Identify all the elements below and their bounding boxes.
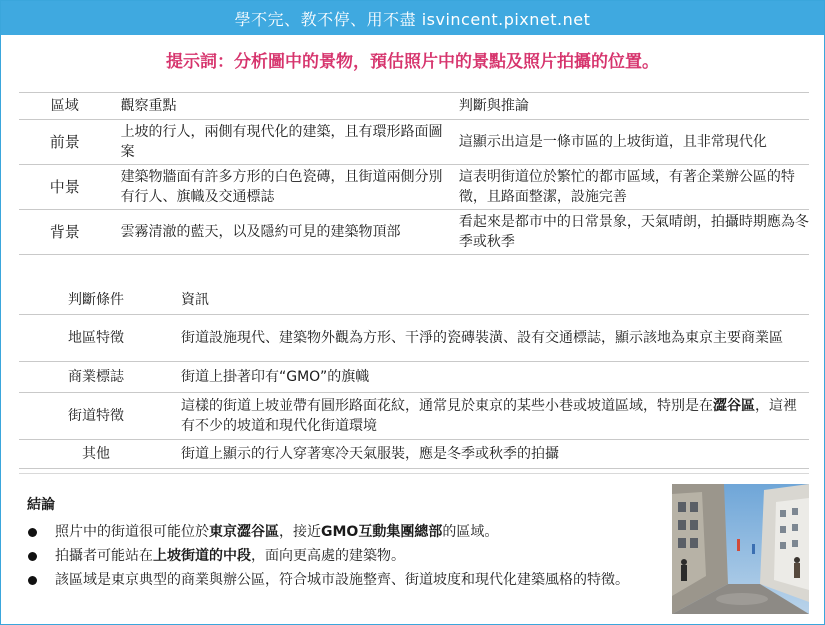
- area-cell: 前景: [49, 133, 80, 151]
- table-row: [19, 362, 809, 393]
- bullet-icon: [28, 576, 37, 585]
- conclusion-section: [27, 495, 667, 594]
- condition-cell: 商業標誌: [68, 369, 124, 385]
- condition-cell: 其他: [82, 446, 110, 462]
- bullet-icon: [28, 528, 37, 537]
- inference-cell: 看起來是都市中的日常景象，天氣晴朗，拍攝時期應為冬季或秋季: [458, 214, 809, 250]
- info-cell: 街道上顯示的行人穿著寒冷天氣服裝，應是冬季或秋季的拍攝: [181, 446, 559, 462]
- conclusion-title: 結論: [27, 497, 55, 513]
- header-area: 區域: [50, 98, 79, 114]
- table-row: [19, 120, 809, 165]
- table-row: [19, 210, 809, 255]
- criteria-table: [19, 286, 809, 469]
- item-text: 該區域是東京典型的商業與辦公區，符合城市設施整齊、街道坡度和現代化建築風格的特徵。: [55, 572, 629, 588]
- item-highlight: GMO互動集團總部: [321, 524, 443, 540]
- item-text: 拍攝者可能站在: [55, 548, 153, 564]
- list-item: [27, 570, 667, 591]
- bullet-icon: [28, 552, 37, 561]
- info-cell: 街道上掛著印有“GMO”的旗幟: [181, 369, 370, 385]
- inference-cell: 這表明街道位於繁忙的都市區域，有著企業辦公區的特徵，且路面整潔，設施完善: [458, 169, 795, 205]
- header-observation: 觀察重點: [120, 98, 177, 114]
- section-divider: [19, 473, 809, 474]
- observation-cell: 上坡的行人，兩側有現代化的建築，且有環形路面圖案: [120, 124, 443, 160]
- list-item: [27, 522, 667, 543]
- observation-cell: 建築物牆面有許多方形的白色瓷磚，且街道兩側分別有行人、旗幟及交通標誌: [120, 169, 443, 205]
- list-item: [27, 546, 667, 567]
- info-highlight: 澀谷區: [713, 398, 755, 414]
- table-header-row: [19, 93, 809, 120]
- table-row: [19, 315, 809, 362]
- condition-cell: 街道特徵: [68, 408, 124, 424]
- table-row: [19, 440, 809, 469]
- area-cell: 中景: [49, 178, 80, 196]
- table-row: [19, 393, 809, 440]
- item-text: ，面向更高處的建築物。: [251, 548, 405, 564]
- inference-cell: 這顯示出這是一條市區的上坡街道，且非常現代化: [458, 134, 767, 150]
- item-highlight: 東京澀谷區: [209, 524, 279, 540]
- condition-cell: 地區特徵: [68, 330, 124, 346]
- info-text: ，這裡有不少的坡道和現代化街道環境: [181, 398, 797, 434]
- site-banner: 學不完、教不停、用不盡 isvincent.pixnet.net: [1, 1, 824, 35]
- prompt-heading: 提示詞：分析圖中的景物，預估照片中的景點及照片拍攝的位置。: [166, 52, 659, 72]
- conclusion-list: [27, 522, 667, 591]
- area-cell: 背景: [49, 223, 80, 241]
- header-condition: 判斷條件: [68, 292, 124, 308]
- item-text: 照片中的街道很可能位於: [55, 524, 209, 540]
- header-inference: 判斷與推論: [458, 98, 529, 114]
- header-info: 資訊: [181, 292, 209, 308]
- item-text: 的區域。: [442, 524, 499, 540]
- observation-table: [19, 92, 809, 255]
- street-photo: [672, 484, 809, 614]
- info-text: 這樣的街道上坡並帶有圓形路面花紋，通常見於東京的某些小巷或坡道區域，特別是在: [181, 398, 713, 414]
- item-text: ，接近: [279, 524, 321, 540]
- info-cell: [173, 393, 809, 440]
- item-highlight: 上坡街道的中段: [153, 548, 251, 564]
- table-row: [19, 165, 809, 210]
- info-cell: 街道設施現代、建築物外觀為方形、干淨的瓷磚裝潢、設有交通標誌，顯示該地為東京主要商業區: [181, 330, 783, 346]
- table-header-row: [19, 286, 809, 315]
- observation-cell: 雲霧清澈的藍天，以及隱約可見的建築物頂部: [120, 224, 401, 240]
